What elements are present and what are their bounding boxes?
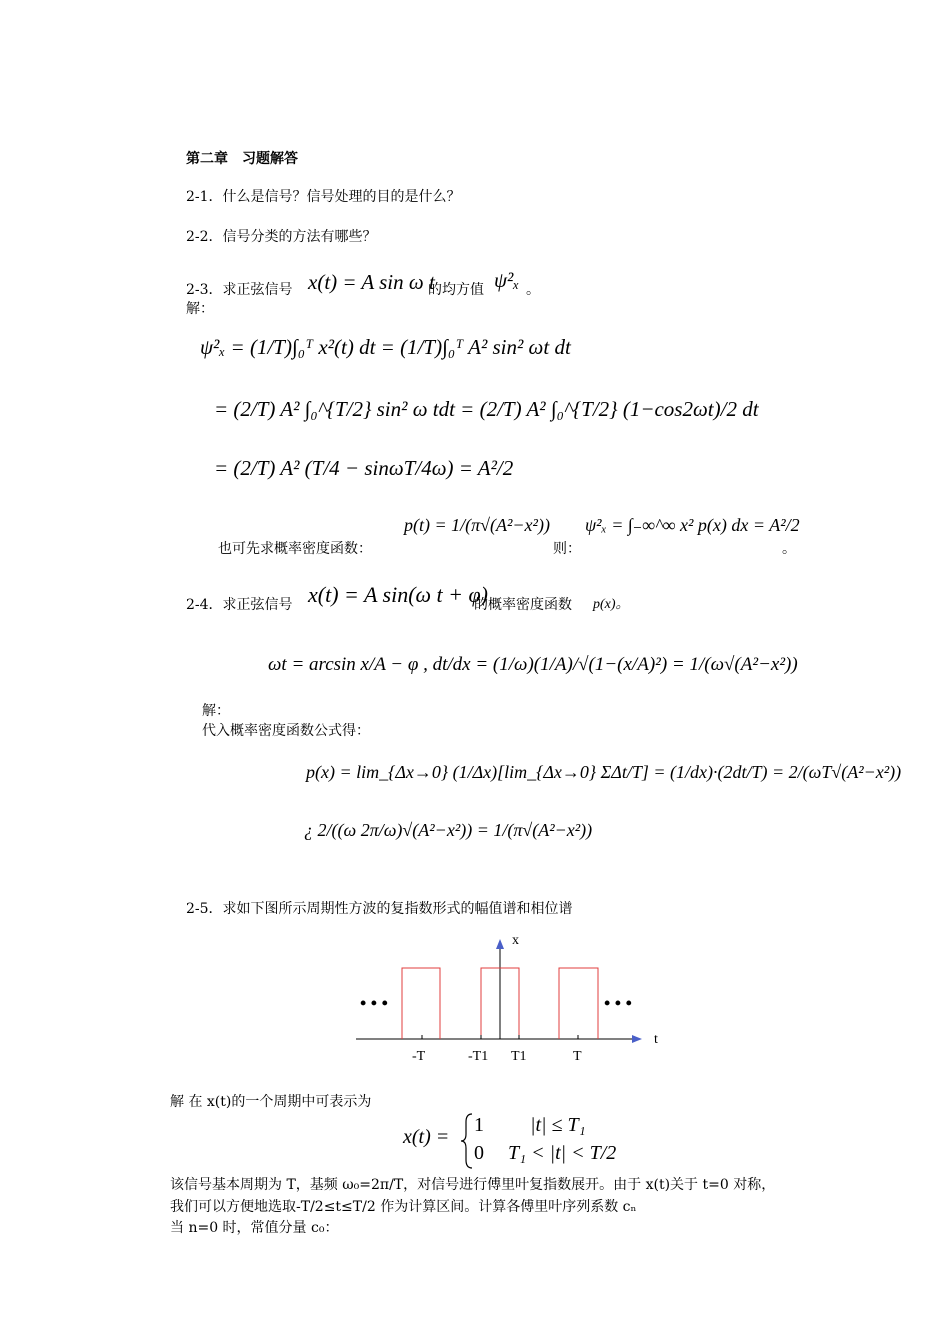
ellipsis-right: • • • [604, 993, 632, 1013]
question-2-4-suffix: 的概率密度函数 [474, 597, 572, 613]
tick-label-T: T [573, 1049, 582, 1064]
equation-2-4-line2: p(x) = lim_{Δx→0} (1/Δx)[lim_{Δx→0} ΣΔt/T] = (1/dx)·(2dt/T) = 2/(ωT√(A²−x²)) [306, 762, 902, 782]
case1-condition: |t| ≤ T₁ [530, 1114, 586, 1136]
pdf-formula: p(t) = 1/(π√(A²−x²)) [404, 515, 550, 535]
piecewise-lhs: x(t) = [403, 1126, 450, 1148]
question-2-5: 2-5．求如下图所示周期性方波的复指数形式的幅值谱和相位谱 [186, 901, 573, 917]
square-wave-figure [340, 925, 680, 1070]
equation-2-4-line1: ωt = arcsin x/A − φ , dt/dx = (1/ω)(1/A)/√(1−(x/A)²) = 1/(ω√(A²−x²)) [268, 654, 798, 675]
solution-label-2-4: 解： [202, 703, 230, 719]
tick-label-neg-T1: -T1 [468, 1049, 489, 1064]
chapter-title: 第二章 习题解答 [186, 151, 298, 167]
question-2-4-formula: x(t) = A sin(ω t + φ) [308, 582, 489, 607]
ellipsis-left: • • • [360, 993, 388, 1013]
then-label: 则： [553, 541, 581, 557]
equation-2-3-line2: = (2/T) A² ∫₀^{T/2} sin² ω tdt = (2/T) A² ∫₀^{T/2} (1−cos2ωt)/2 dt [214, 397, 759, 421]
pulse-left [402, 968, 440, 1039]
substitute-intro: 代入概率密度函数公式得： [202, 723, 370, 739]
t-axis-arrow [632, 1035, 642, 1043]
case2-value: 0 [474, 1142, 484, 1164]
equation-2-3-line1: ψ²ₓ = (1/T)∫₀ᵀ x²(t) dt = (1/T)∫₀ᵀ A² sin² ωt dt [200, 335, 571, 359]
question-2-4-prefix: 2-4．求正弦信号 [186, 597, 293, 613]
question-2-4-target: p(x)。 [593, 597, 630, 612]
solution-label-2-3: 解： [186, 301, 214, 317]
x-axis-label: x [512, 933, 519, 948]
t-axis-label: t [654, 1032, 658, 1047]
x-axis-arrow [496, 939, 504, 949]
paragraph-dc-component: 当 n=0 时，常值分量 c₀： [170, 1220, 339, 1236]
question-2-3-prefix: 2-3．求正弦信号 [186, 282, 293, 298]
alt-end: 。 [782, 541, 796, 557]
pulse-right [559, 968, 598, 1039]
alternative-method-label: 也可先求概率密度函数： [218, 541, 372, 557]
piecewise-brace [460, 1112, 474, 1170]
tick-label-T1: T1 [511, 1049, 527, 1064]
question-2-3-end: 。 [526, 282, 540, 298]
question-2-2: 2-2．信号分类的方法有哪些？ [186, 229, 377, 245]
equation-2-3-line3: = (2/T) A² (T/4 − sinωT/4ω) = A²/2 [214, 456, 514, 480]
case1-value: 1 [474, 1114, 484, 1136]
solution-2-5-intro: 解 在 x(t)的一个周期中可表示为 [170, 1094, 372, 1110]
question-2-3-formula: x(t) = A sin ω t [308, 270, 435, 294]
question-2-1: 2-1．什么是信号？信号处理的目的是什么？ [186, 189, 461, 205]
paragraph-interval: 我们可以方便地选取-T/2≤t≤T/2 作为计算区间。计算各傅里叶序列系数 cₙ [170, 1199, 637, 1215]
tick-label-neg-T: -T [412, 1049, 426, 1064]
mean-square-result: ψ²ₓ = ∫₋∞^∞ x² p(x) dx = A²/2 [585, 515, 800, 535]
equation-2-4-line3: ¿ 2/((ω 2π/ω)√(A²−x²)) = 1/(π√(A²−x²)) [304, 820, 593, 840]
question-2-3-target: ψ²ₓ [494, 268, 520, 292]
case2-condition: T₁ < |t| < T/2 [508, 1142, 617, 1164]
paragraph-fundamental: 该信号基本周期为 T，基频 ω₀=2π/T，对信号进行傅里叶复指数展开。由于 x(t)关于 t=0 对称， [170, 1177, 776, 1193]
question-2-3-suffix: 的均方值 [428, 282, 484, 298]
